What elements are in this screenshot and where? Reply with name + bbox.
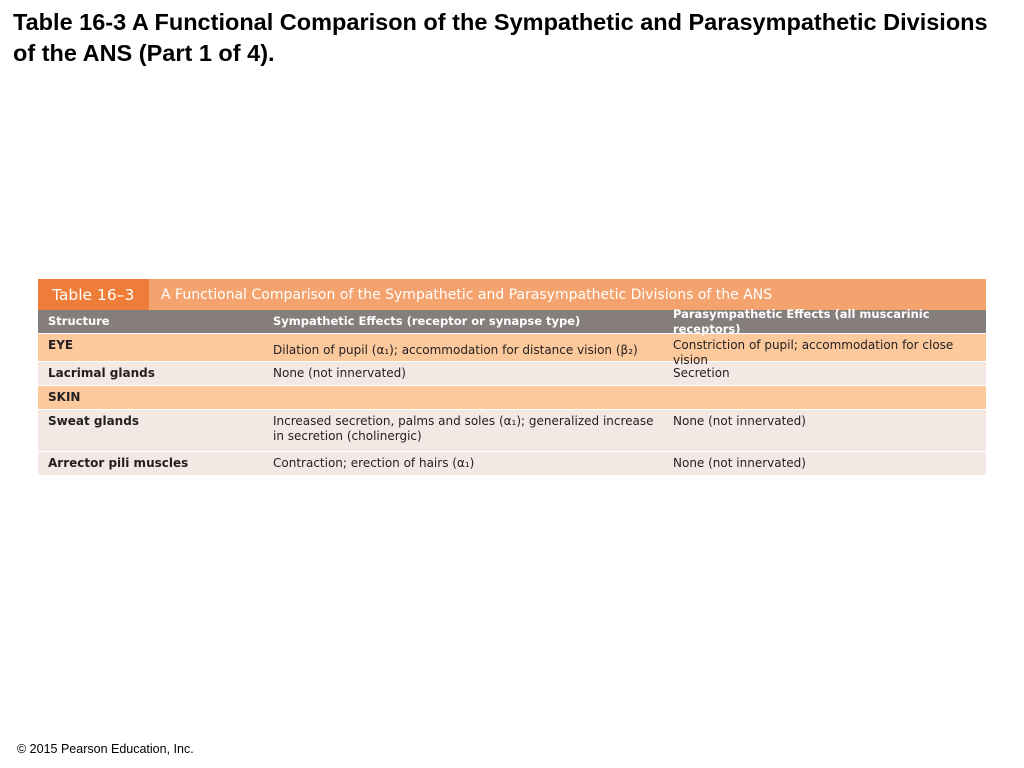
parasympathetic-cell: Constriction of pupil; accommodation for close vision [673,338,954,367]
header-structure: Structure [48,314,110,328]
table-row [38,333,986,367]
table-header-row [38,306,986,336]
sympathetic-cell: Increased secretion, palms and soles (α₁); generalized increase in secretion (cholinergic) [273,414,654,443]
parasympathetic-cell: None (not innervated) [673,456,806,470]
structure-cell: Arrector pili muscles [48,456,189,470]
structure-cell: EYE [48,338,74,352]
header-sympathetic: Sympathetic Effects (receptor or synapse type) [273,314,581,328]
sympathetic-cell [263,386,663,409]
header-parasympathetic: Parasympathetic Effects (all muscarinic receptors) [673,306,930,336]
structure-cell: SKIN [48,390,81,404]
sympathetic-cell: Contraction; erection of hairs (α₁) [273,456,475,470]
table-row [38,361,986,385]
comparison-table [38,279,986,475]
table-row [38,409,986,451]
slide-title: Table 16-3 A Functional Comparison of the Sympathetic and Parasympathetic Divisions of the ANS (Part 1 of 4). [13,9,988,66]
parasympathetic-cell: None (not innervated) [673,414,806,428]
table-banner [38,279,986,310]
parasympathetic-cell [663,386,986,409]
structure-cell: Sweat glands [48,414,139,428]
copyright-footer: © 2015 Pearson Education, Inc. [17,742,194,756]
structure-cell: Lacrimal glands [48,366,155,380]
table-label: Table 16–3 [38,279,149,310]
parasympathetic-cell: Secretion [673,366,730,380]
table-row [38,385,986,409]
sympathetic-cell: Dilation of pupil (α₁); accommodation for distance vision (β₂) [273,343,638,357]
sympathetic-cell: None (not innervated) [273,366,406,380]
table-title: A Functional Comparison of the Sympathetic and Parasympathetic Divisions of the ANS [161,286,773,303]
table-row [38,451,986,475]
